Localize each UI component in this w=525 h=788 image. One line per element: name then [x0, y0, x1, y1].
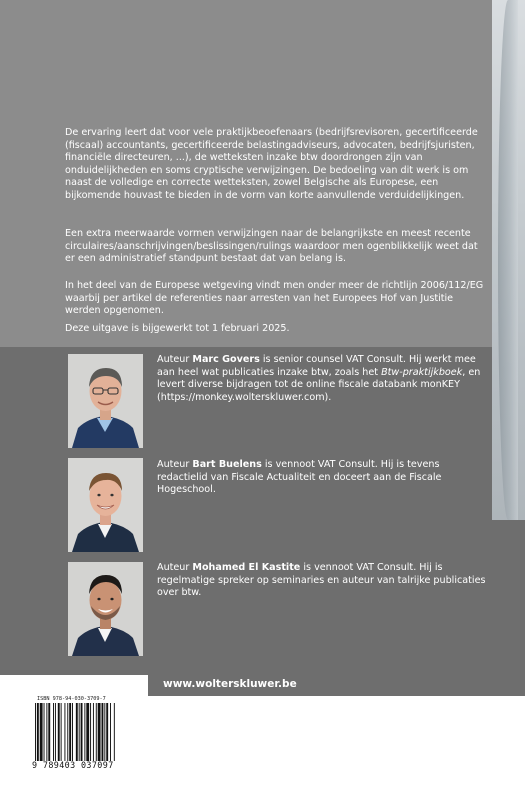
- authors-panel-edge: [492, 520, 525, 675]
- cover-image-strip: [492, 0, 525, 520]
- author-prefix: Auteur: [157, 354, 193, 365]
- author-name: Marc Govers: [192, 354, 260, 365]
- author-photo-marc-govers: [68, 354, 143, 448]
- update-date-paragraph: Deze uitgave is bijgewerkt tot 1 februari 2025.: [65, 323, 290, 334]
- references-paragraph: Een extra meerwaarde vormen verwijzingen naar de belangrijkste en meest recente circulaires/aanschrijvingen/beslissingen/rulings waardoor men ogenblikkelijk weet dat er een administratief standpunt bestaat dat van belang is.: [65, 228, 478, 265]
- author-photo-bart-buelens: [68, 458, 143, 552]
- publisher-website-link[interactable]: www.wolterskluwer.be: [163, 678, 297, 690]
- author-name: Mohamed El Kastite: [192, 562, 301, 573]
- author-prefix: Auteur: [157, 459, 193, 470]
- author-name: Bart Buelens: [192, 459, 262, 470]
- cover-swoosh-graphic: [498, 0, 518, 520]
- author-bio-marc-govers: [157, 354, 487, 404]
- author-prefix: Auteur: [157, 562, 193, 573]
- author-photo-mohamed-el-kastite: [68, 562, 143, 656]
- book-title: Btw-praktijkboek: [381, 366, 463, 378]
- eu-legislation-paragraph: In het deel van de Europese wetgeving vindt men onder meer de richtlijn 2006/112/EG waarbij per artikel de referenties naar arresten van het Europees Hof van Justitie werden opgenomen.: [65, 280, 484, 317]
- author-bio-text: is vennoot VAT Consult. Hij is tevens redactielid van Fiscale Actualiteit en doceert aan de Fiscale Hogeschool.: [157, 459, 442, 496]
- barcode-digits: 9 789403 037097: [32, 760, 114, 770]
- author-bio-bart-buelens: [157, 459, 487, 497]
- author-bio-mohamed-el-kastite: [157, 562, 487, 600]
- author-bio-text: is senior counsel VAT Consult. Hij werkt mee aan heel wat publicaties inzake btw, zoals het: [157, 354, 476, 378]
- isbn-barcode: [34, 703, 147, 761]
- author-bio-text-continued: , en levert diverse bijdragen tot de online fiscale databank monKEY (https://monkey.wolterskluwer.com).: [157, 366, 481, 403]
- isbn-label: ISBN 978-94-030-3709-7: [37, 696, 106, 702]
- author-bio-text: is vennoot VAT Consult. Hij is regelmatige spreker op seminaries en auteur van talrijke publicaties over btw.: [157, 562, 486, 599]
- intro-paragraph: De ervaring leert dat voor vele praktijkbeoefenaars (bedrijfsrevisoren, gecertificeerde (fiscaal) accountants, gecertificeerde belastingadviseurs, advocaten, bedrijfsjuristen, financiële directeuren, ...), de wetteksten inzake btw doordrongen zijn van onduidelijkheden en soms cryptische verwijzingen. De bedoeling van dit werk is om naast de volledige en correcte wetteksten, zowel Belgische als Europese, een bijkomende houvast te bieden in de vorm van korte aanvullende verduidelijkingen.: [65, 127, 478, 201]
